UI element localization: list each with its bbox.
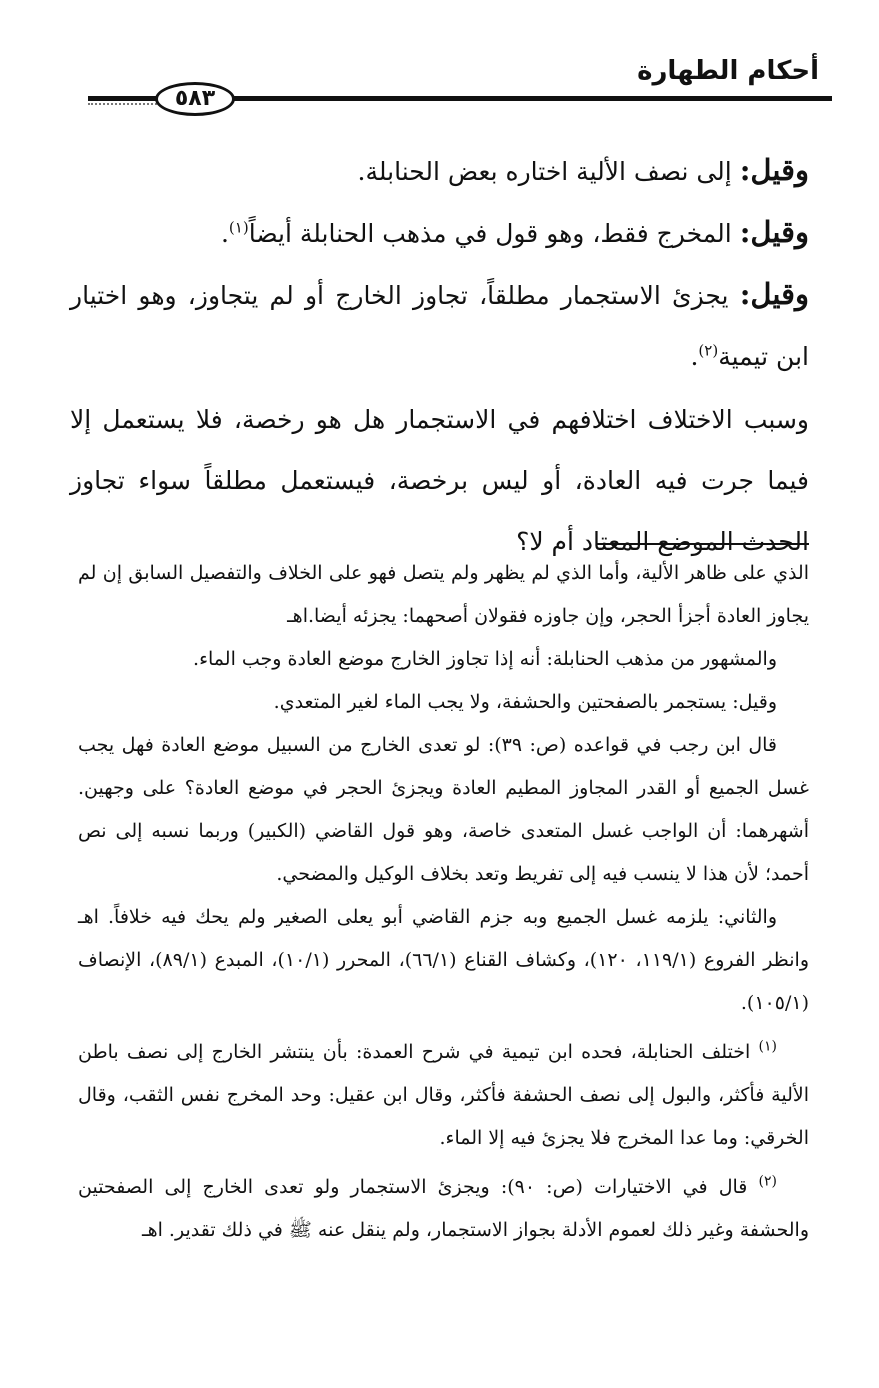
- paragraph-2: [70, 202, 809, 264]
- footnote-1: [78, 1031, 809, 1160]
- paragraph-text: يجزئ الاستجمار مطلقاً، تجاوز الخارج أو لم يتجاوز، وهو اختيار ابن تيمية: [70, 281, 809, 371]
- paragraph-text: المخرج فقط، وهو قول في مذهب الحنابلة أيضاً: [248, 219, 740, 248]
- main-text: [70, 140, 809, 572]
- lead-word: وقيل:: [739, 277, 809, 311]
- note-continuation: الذي على ظاهر الألية، وأما الذي لم يظهر ولم يتصل فهو على الخلاف والتفصيل السابق إن لم يجاوز العادة أجزأ الحجر، وإن جاوزه فقولان أصحهما: يجزئه أيضا.اهـ: [78, 562, 809, 627]
- note-paragraph: وقيل: يستجمر بالصفحتين والحشفة، ولا يجب الماء لغير المتعدي.: [273, 691, 777, 713]
- paragraph-1: [70, 140, 809, 202]
- footnote-1-mark: (١): [758, 1038, 777, 1055]
- footnote-ref-1[interactable]: (١): [228, 218, 249, 237]
- footnote-ref-2[interactable]: (٢): [698, 341, 719, 360]
- footnote-separator: [597, 543, 809, 545]
- lead-word: وقيل:: [739, 153, 809, 187]
- footnote-2: [78, 1166, 809, 1252]
- footnotes: [78, 552, 809, 1252]
- paragraph-end: .: [220, 219, 229, 248]
- paragraph-end: .: [690, 342, 699, 371]
- note-paragraph: والمشهور من مذهب الحنابلة: أنه إذا تجاوز الخارج موضع العادة وجب الماء.: [193, 648, 777, 670]
- paragraph-3: [70, 264, 809, 387]
- footnote-1-text: اختلف الحنابلة، فحده ابن تيمية في شرح العمدة: بأن ينتشر الخارج إلى نصف باطن الألية فأكثر، والبول إلى نصف الحشفة فأكثر، وقال ابن عقيل: وحد المخرج نفس الثقب، وقال الخرقي: وما عدا المخرج فلا يجزئ فيه إلا الماء.: [78, 1041, 809, 1149]
- footnote-2-mark: (٢): [758, 1173, 777, 1190]
- paragraph-4: وسبب الاختلاف اختلافهم في الاستجمار هل هو رخصة، فلا يستعمل إلا فيما جرت فيه العادة، أو ليس برخصة، فيستعمل مطلقاً سواء تجاوز الحدث الموضع المعتاد أم لا؟: [70, 405, 809, 556]
- lead-word: وقيل:: [739, 215, 809, 249]
- paragraph-text: إلى نصف الألية اختاره بعض الحنابلة.: [357, 157, 740, 186]
- running-header-title: أحكام الطهارة: [637, 56, 819, 86]
- note-paragraph: والثاني: يلزمه غسل الجميع وبه جزم القاضي أبو يعلى الصغير ولم يحك فيه خلافاً. اهـ وانظر الفروع (١١٩/١، ١٢٠)، وكشاف القناع (٦٦/١)، المحرر (١٠/١)، المبدع (٨٩/١)، الإنصاف (١٠٥/١).: [78, 906, 810, 1014]
- note-paragraph: قال ابن رجب في قواعده (ص: ٣٩): لو تعدى الخارج من السبيل موضع العادة فهل يجب غسل الجميع أو القدر المجاوز المطيم العادة ويجزئ الحجر في موضع العادة؟ على وجهين. أشهرهما: أن الواجب غسل المتعدى خاصة، وهو قول القاضي (الكبير) وربما نسبه إلى نص أحمد؛ لأن هذا لا ينسب فيه إلى تفريط وتعد بخلاف الوكيل والمضحي.: [78, 734, 809, 885]
- page-number: ٥٨٣: [155, 82, 235, 116]
- footnote-2-text: قال في الاختيارات (ص: ٩٠): ويجزئ الاستجمار ولو تعدى الخارج إلى الصفحتين والحشفة وغير ذلك لعموم الأدلة بجواز الاستجمار، ولم ينقل عنه ﷺ في ذلك تقدير. اهـ: [78, 1176, 809, 1241]
